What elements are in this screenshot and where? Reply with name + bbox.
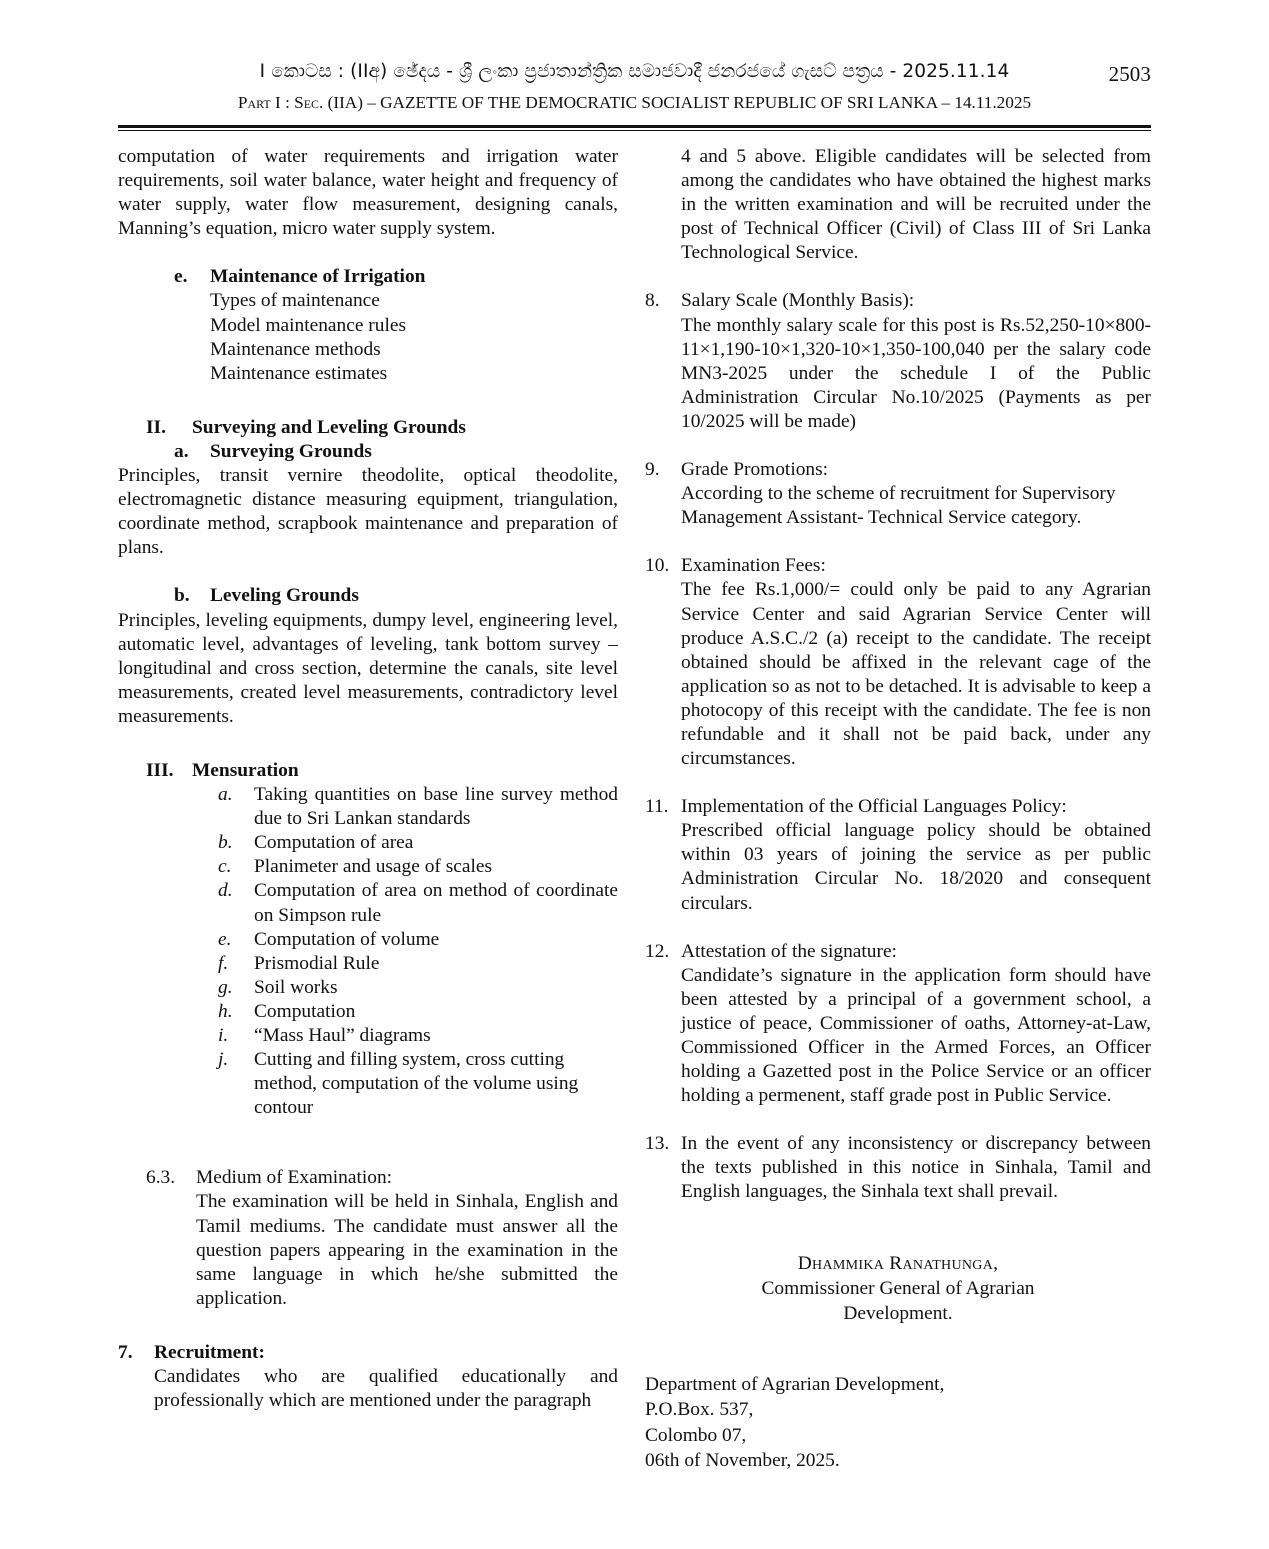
section-III-item-marker: j.	[218, 1049, 229, 1071]
item-13-marker: 13.	[645, 1133, 670, 1155]
item-12-marker: 12.	[645, 940, 670, 962]
item-7-text: Candidates who are qualified educationally and professionally which are mentioned under the paragraph	[154, 1366, 618, 1412]
item-12-heading	[645, 940, 1151, 964]
item-10-heading	[645, 554, 1151, 578]
section-III-item	[218, 783, 618, 831]
right-continued-paragraph: 4 and 5 above. Eligible candidates will be selected from among the candidates who have obtained the highest marks in the written examination and will be recruited under the post of Technical Officer (Civil) of Class III of Sri Lanka Technological Service.	[681, 146, 1151, 264]
section-III-item-marker: e.	[218, 928, 232, 950]
signatory-name: Dhammika Ranathunga,	[797, 1252, 999, 1274]
item-12-title: Attestation of the signature:	[681, 940, 897, 962]
item-11-heading	[645, 795, 1151, 819]
item-10-title: Examination Fees:	[681, 555, 826, 577]
item-6-3-title: Medium of Examination:	[196, 1167, 393, 1189]
section-III-item-marker: i.	[218, 1025, 229, 1046]
section-III-item	[218, 855, 618, 879]
item-e-line-text: Types of maintenance	[210, 290, 380, 312]
item-9-text: According to the scheme of recruitment for Supervisory Management Assistant- Technical Service category.	[681, 483, 1116, 529]
item-7-marker: 7.	[118, 1341, 133, 1363]
item-e-line-text: Maintenance methods	[210, 338, 381, 360]
item-13-text: In the event of any inconsistency or discrepancy between the texts published in this notice in Sinhala, Tamil and English languages, the Sinhala text shall prevail.	[681, 1133, 1151, 1203]
section-III-item-text: Taking quantities on base line survey method due to Sri Lankan standards	[254, 784, 618, 830]
section-III-item-text: Planimeter and usage of scales	[254, 856, 492, 878]
item-8-text: The monthly salary scale for this post is Rs.52,250-10×800-11×1,190-10×1,320-10×1,350-100,040 per the salary code MN3-2025 under the schedule I of the Public Administration Circular No.10/2025 (Payments as per 10/2025 will be made)	[681, 314, 1151, 432]
spacer	[645, 530, 1151, 554]
header-sinhala-text: I කොටස : (IIඅ) ඡේදය - ශ්‍රී ලංකා ප්‍රජාතාන්ත්‍රික සමාජවාදී ජනරජයේ ගැසට් පත්‍රය - 2025.11.14	[259, 61, 1010, 82]
spacer	[118, 560, 618, 584]
section-III-item-text: Cutting and filling system, cross cutting method, computation of the volume using contour	[254, 1049, 579, 1119]
item-11-title: Implementation of the Official Languages Policy:	[681, 796, 1067, 818]
section-II-b-heading	[174, 584, 618, 608]
item-e-line-2	[174, 338, 618, 362]
section-III-item-marker: f.	[218, 952, 229, 974]
section-III-item-marker: c.	[218, 856, 232, 878]
item-8-body	[645, 314, 1151, 434]
section-II-b-title: Leveling Grounds	[210, 585, 359, 607]
section-III-item	[218, 1000, 618, 1024]
spacer	[645, 1205, 1151, 1251]
item-8-marker: 8.	[645, 290, 660, 312]
spacer	[118, 386, 618, 416]
item-e-marker: e.	[174, 266, 188, 288]
section-II-marker: II.	[146, 416, 166, 438]
spacer	[645, 771, 1151, 795]
item-12-body	[645, 964, 1151, 1109]
item-8-title: Salary Scale (Monthly Basis):	[681, 290, 915, 312]
address-block	[645, 1372, 1151, 1474]
item-e-heading	[174, 265, 618, 289]
item-e-line-3	[174, 362, 618, 386]
section-III-item-text: Soil works	[254, 976, 338, 998]
header-rule-thick	[118, 125, 1151, 128]
section-III-item	[218, 879, 618, 927]
section-III-item-text: Computation of area	[254, 832, 414, 854]
item-11-text: Prescribed official language policy should be obtained within 03 years of joining the service as per public Administration Circular No. 18/2020 and consequent circulars.	[681, 820, 1151, 914]
item-7-body	[118, 1365, 618, 1413]
section-III-item	[218, 1048, 618, 1120]
header-sinhala-line	[118, 60, 1151, 92]
item-9-body	[645, 482, 1151, 530]
item-e-line-text: Maintenance estimates	[210, 362, 388, 384]
section-III-item-text: Computation of volume	[254, 928, 440, 950]
section-III-item	[218, 976, 618, 1000]
item-11-marker: 11.	[645, 796, 669, 818]
signature-block	[645, 1251, 1151, 1326]
section-III-item-marker: b.	[218, 832, 233, 854]
section-III-item-marker: h.	[218, 1000, 233, 1022]
signatory-title-line2: Development.	[843, 1302, 953, 1324]
section-II-b-text: Principles, leveling equipments, dumpy level, engineering level, automatic level, advantages of leveling, tank bottom survey – longitudinal and cross section, determine the canals, site level measurements, created level measurements, contradictory level measurements.	[118, 609, 618, 727]
item-11-body	[645, 819, 1151, 915]
item-10-text: The fee Rs.1,000/= could only be paid to any Agrarian Service Center and said Agrarian Service Center will produce A.S.C./2 (a) receipt to the candidate. The receipt obtained should be affixed in the relevant cage of the application so as not to be detached. It is advisable to keep a photocopy of this receipt with the candidate. The fee is non refundable and it shall not be paid back, under any circumstances.	[681, 579, 1151, 770]
item-8-heading	[645, 289, 1151, 313]
section-II-title: Surveying and Leveling Grounds	[192, 416, 466, 438]
spacer	[645, 1326, 1151, 1372]
section-III-marker: III.	[146, 759, 174, 781]
item-6-3-body	[146, 1190, 618, 1310]
section-III-item-marker: a.	[218, 784, 233, 806]
item-6-3-marker: 6.3.	[146, 1167, 176, 1189]
left-continued-paragraph: computation of water requirements and irrigation water requirements, soil water balance, water height and frequency of water supply, water flow measurement, designing canals, Manning’s equation, micro water supply system.	[118, 146, 618, 240]
address-line-2: P.O.Box. 537,	[645, 1399, 754, 1421]
section-III-item-text: Computation	[254, 1000, 356, 1022]
item-7-title: Recruitment:	[154, 1341, 265, 1363]
signatory-title-line1: Commissioner General of Agrarian	[761, 1277, 1035, 1299]
item-9-heading	[645, 458, 1151, 482]
section-II-b-marker: b.	[174, 585, 190, 607]
item-6-3-heading	[146, 1166, 618, 1190]
spacer	[118, 1311, 618, 1341]
section-III-item	[218, 831, 618, 855]
spacer	[645, 434, 1151, 458]
item-e-line-1	[174, 314, 618, 338]
item-10-marker: 10.	[645, 555, 670, 577]
section-II-a-text: Principles, transit vernire theodolite, optical theodolite, electromagnetic distance measuring equipment, triangulation, coordinate method, scrapbook maintenance and preparation of plans.	[118, 465, 618, 559]
spacer	[118, 241, 618, 265]
page-header	[118, 60, 1151, 113]
section-III-item	[218, 952, 618, 976]
section-III-title: Mensuration	[192, 759, 299, 781]
right-continued-paragraph-row	[645, 145, 1151, 265]
section-III-item	[218, 1024, 618, 1048]
spacer	[645, 1108, 1151, 1132]
item-e-line-text: Model maintenance rules	[210, 314, 406, 336]
section-III-item-text: “Mass Haul” diagrams	[254, 1025, 431, 1046]
section-II-a-heading	[174, 440, 618, 464]
spacer	[118, 729, 618, 759]
header-english-line: Part I : Sec. (IIA) – GAZETTE OF THE DEMOCRATIC SOCIALIST REPUBLIC OF SRI LANKA – 14.11.2025	[237, 93, 1032, 112]
item-12-text: Candidate’s signature in the application form should have been attested by a principal of a government school, a justice of peace, Commissioner of oaths, Attorney-at-Law, Commissioned Officer in the Armed Forces, an Officer holding a Gazetted post in the Police Service or an officer holding a permenent, staff grade post in Public Service.	[681, 964, 1151, 1107]
item-e-title: Maintenance of Irrigation	[210, 266, 426, 288]
page-number: 2503	[1108, 62, 1151, 86]
section-II-a-title: Surveying Grounds	[210, 440, 372, 462]
section-II-heading	[146, 416, 618, 440]
header-rule-thin	[118, 130, 1151, 131]
left-column	[118, 145, 618, 1413]
section-III-heading	[146, 759, 618, 783]
spacer	[645, 916, 1151, 940]
spacer	[118, 1120, 618, 1166]
item-7-heading	[118, 1341, 618, 1365]
item-9-title: Grade Promotions:	[681, 459, 829, 481]
section-III-item-marker: d.	[218, 880, 233, 902]
item-6-3-text: The examination will be held in Sinhala, English and Tamil mediums. The candidate must answer all the question papers appearing in the examination in the same language in which he/she submitted the application.	[196, 1191, 618, 1309]
section-III-item-marker: g.	[218, 976, 233, 998]
item-9-marker: 9.	[645, 459, 660, 481]
spacer	[645, 265, 1151, 289]
item-13	[645, 1132, 1151, 1204]
right-column	[645, 145, 1151, 1474]
section-III-item	[218, 928, 618, 952]
section-III-item-text: Prismodial Rule	[254, 952, 380, 974]
address-line-1: Department of Agrarian Development,	[645, 1373, 945, 1395]
item-e-line-0	[174, 289, 618, 313]
address-line-4: 06th of November, 2025.	[645, 1450, 840, 1472]
item-10-body	[645, 578, 1151, 771]
section-II-a-marker: a.	[174, 440, 189, 462]
section-III-item-text: Computation of area on method of coordinate on Simpson rule	[254, 880, 618, 926]
address-line-3: Colombo 07,	[645, 1424, 747, 1446]
